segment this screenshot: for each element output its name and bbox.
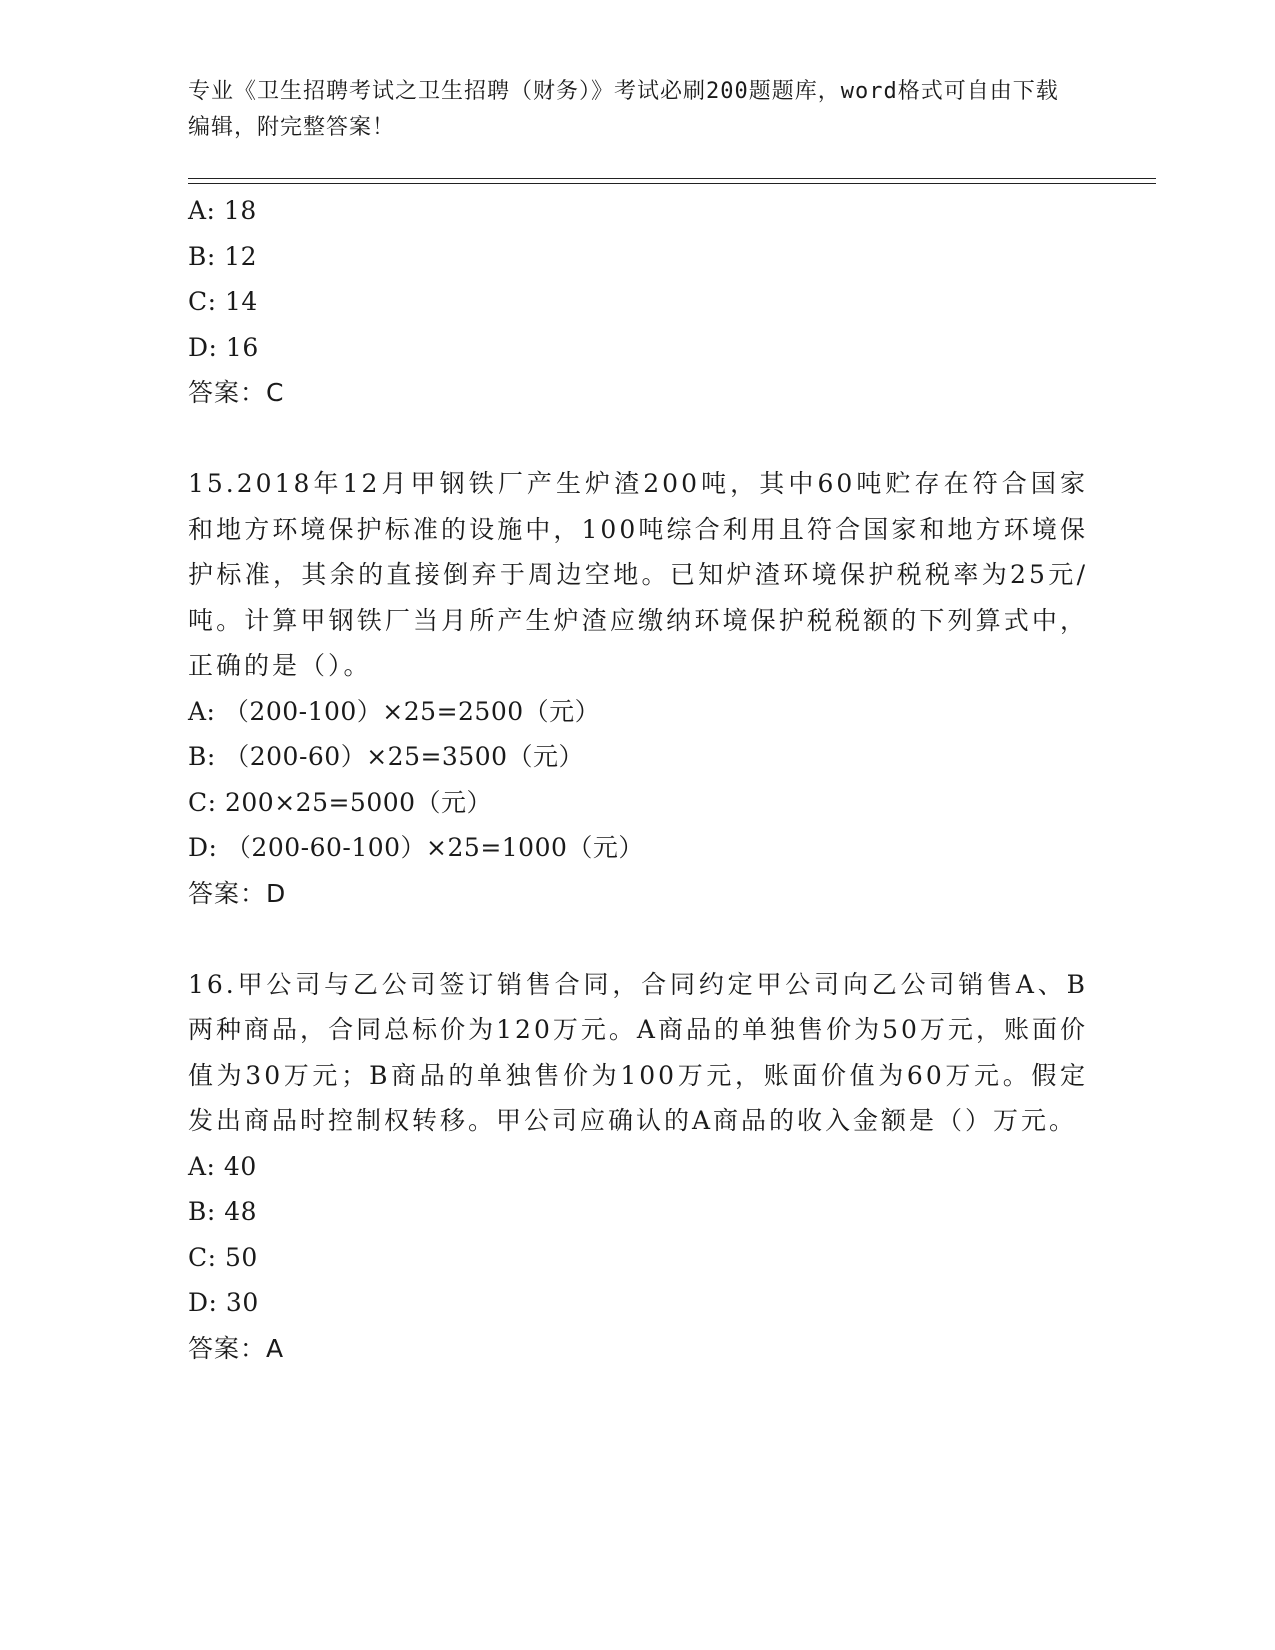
- spacer: [188, 916, 1088, 962]
- question-block-14: [188, 188, 1088, 416]
- answer-line: 答案：C: [188, 378, 285, 407]
- option-c: C: 200×25=5000（元）: [188, 787, 493, 817]
- question-content: [188, 188, 1088, 1371]
- option-b: B: （200-60）×25=3500（元）: [188, 742, 585, 771]
- option-b: B: 48: [188, 1197, 258, 1226]
- document-header: 专业《卫生招聘考试之卫生招聘（财务）》考试必刷200题题库，word格式可自由下载编辑，附完整答案！: [188, 79, 1059, 140]
- question-text: 16.甲公司与乙公司签订销售合同，合同约定甲公司向乙公司销售A、B两种商品，合同总标价为120万元。A商品的单独售价为50万元，账面价值为30万元；B商品的单独售价为100万元，账面价值为60万元。假定发出商品时控制权转移。甲公司应确认的A商品的收入金额是（）万元。: [188, 969, 1088, 1135]
- option-a: A: 18: [188, 196, 257, 225]
- answer-line: 答案：D: [188, 878, 287, 908]
- option-d: D: 30: [188, 1288, 259, 1317]
- option-a: A: （200-100）×25=2500（元）: [188, 696, 601, 726]
- question-block-15: [188, 461, 1088, 916]
- question-text: 15.2018年12月甲钢铁厂产生炉渣200吨，其中60吨贮存在符合国家和地方环境保护标准的设施中，100吨综合利用且符合国家和地方环境保护标准，其余的直接倒弃于周边空地。已知炉渣环境保护税税率为25元/吨。计算甲钢铁厂当月所产生炉渣应缴纳环境保护税税额的下列算式中，正确的是（）。: [188, 469, 1088, 680]
- answer-line: 答案：A: [188, 1333, 285, 1363]
- option-d: D: 16: [188, 332, 259, 362]
- option-a: A: 40: [188, 1151, 257, 1181]
- spacer: [188, 416, 1088, 462]
- option-c: C: 14: [188, 287, 258, 316]
- option-d: D: （200-60-100）×25=1000（元）: [188, 833, 644, 862]
- option-c: C: 50: [188, 1242, 258, 1272]
- question-block-16: [188, 962, 1088, 1372]
- header-rule-top: [188, 178, 1156, 179]
- option-b: B: 12: [188, 241, 258, 271]
- header-rule-bottom: [188, 183, 1156, 184]
